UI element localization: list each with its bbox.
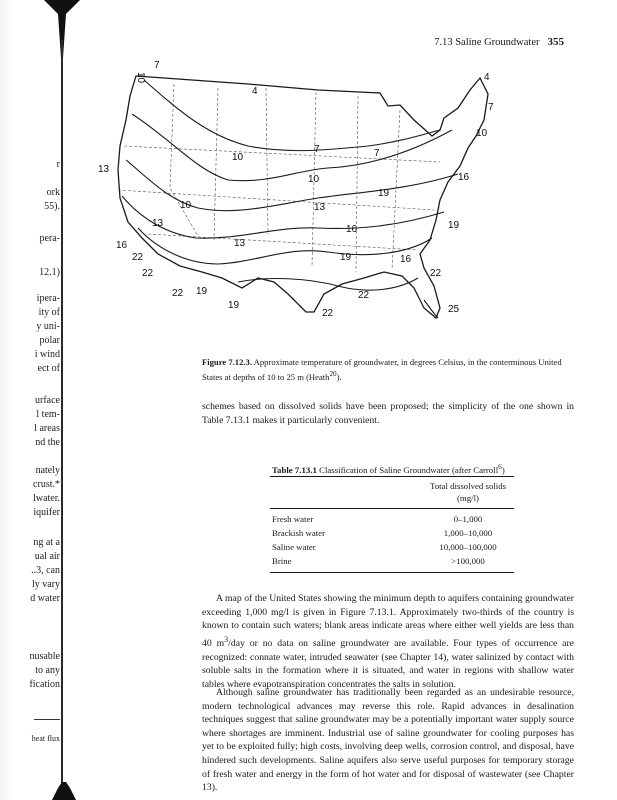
- paragraph-3: Although saline groundwater has traditionally been regarded as an undesirable resource, modern technological advances may reverse this role. Rapid advances in desalination techniques suggest that saline groundwater may be a potentially important water supply source where shortages are imminent. Industrial use of saline groundwater for cooling purposes has yet to be exploited fully; high costs, involving deep wells, corrosion control, and disposal, have hindered such developments. Saline aquifers also serve useful purposes for temporary storage of fresh water and energy in the form of hot water and for disposal of wastewater (see Chapter 13).: [202, 687, 574, 794]
- map-label: 7: [314, 144, 320, 155]
- running-head: [434, 36, 564, 48]
- margin-rule: [34, 719, 60, 720]
- superscript: 3: [224, 634, 229, 644]
- map-label: 13: [98, 164, 110, 175]
- margin-fragment: ipera-: [36, 293, 60, 304]
- map-label: 4: [252, 86, 258, 97]
- map-label: 22: [132, 252, 144, 263]
- paragraph-2-part-b: /day or no data on saline groundwater are available. Four types of occurrence are recognized: connate water, intruded seawater (see Chapter 14), water salinized by contact with soluble salts in the formation where it is situated, and water in regions with shallow water tables where evapotranspiration concentrates the salts in solution.: [202, 638, 574, 690]
- margin-fragment: polar: [39, 335, 60, 346]
- paragraph-2: [202, 592, 574, 691]
- margin-fragment: nusable: [29, 651, 60, 662]
- margin-fragment: y uni-: [36, 321, 60, 332]
- caption-text: Approximate temperature of groundwater, in degrees Celsius, in the conterminous United States at depths of 10 to 25 m (Heath: [202, 357, 562, 382]
- table-title-end: ): [501, 464, 505, 475]
- map-label: 16: [116, 240, 128, 251]
- margin-fragment: lwater.: [33, 493, 60, 504]
- margin-fragment: ity of: [38, 307, 60, 318]
- margin-fragment: pera-: [39, 233, 60, 244]
- page-spine-shadow: [0, 0, 14, 800]
- margin-fragment: urface: [35, 395, 60, 406]
- caption-end: ).: [336, 371, 342, 382]
- map-label: 22: [358, 290, 370, 301]
- caption-ref: 20: [329, 370, 337, 378]
- margin-fragment: ng at a: [33, 537, 60, 548]
- table-bottom-rule: [270, 572, 514, 573]
- margin-fragment: heat flux: [31, 734, 60, 743]
- table-row-value: 0–1,000: [453, 514, 483, 524]
- page-number: 355: [547, 36, 564, 48]
- map-label: 19: [378, 188, 390, 199]
- gutter-line: [61, 40, 63, 792]
- map-label: 16: [346, 224, 358, 235]
- map-label: 22: [430, 268, 442, 279]
- map-label: 25: [448, 304, 460, 315]
- map-label: 22: [322, 308, 334, 319]
- isotherm-7: [144, 80, 440, 151]
- map-label: 16: [400, 254, 412, 265]
- margin-fragment: l tem-: [36, 409, 60, 420]
- map-label: 10: [135, 72, 146, 84]
- map-label: 13: [234, 238, 246, 249]
- table-row-name: Brine: [272, 556, 292, 566]
- table-header: Total dissolved solids (mg/l): [429, 481, 507, 503]
- paragraph-1: schemes based on dissolved solids have been proposed; the simplicity of the one shown in Table 7.13.1 makes it particularly convenient.: [202, 401, 574, 426]
- margin-fragment: ect of: [37, 363, 60, 374]
- isotherm-13: [126, 160, 458, 211]
- map-label: 22: [142, 268, 154, 279]
- margin-fragment: crust.*: [33, 479, 60, 490]
- map-label: 4: [484, 72, 490, 83]
- table-title-text: Classification of Saline Groundwater (after Carroll: [319, 464, 499, 475]
- map-label: 19: [448, 220, 460, 231]
- map-label: 19: [340, 252, 352, 263]
- map-label: 16: [458, 172, 470, 183]
- map-label: 10: [308, 174, 320, 185]
- margin-fragment: ly vary: [31, 579, 60, 590]
- map-label: 7: [374, 148, 380, 159]
- map-label: 22: [172, 288, 184, 299]
- margin-fragment: ork: [46, 187, 60, 198]
- map-label: 10: [232, 152, 244, 163]
- groundwater-temperature-map: [88, 50, 508, 346]
- table-row-value: 10,000–100,000: [439, 542, 497, 552]
- figure-label: Figure 7.12.3.: [202, 357, 252, 367]
- margin-fragment: 12.1): [39, 267, 60, 278]
- margin-fragment: r: [56, 159, 60, 170]
- table-row-name: Brackish water: [272, 528, 326, 538]
- running-head-section: 7.13 Saline Groundwater: [434, 37, 540, 48]
- table-header-rule: [270, 508, 514, 509]
- isotherm-labels: [98, 60, 494, 319]
- map-label: 10: [180, 200, 192, 211]
- isotherm-19: [138, 228, 432, 264]
- state-borders: [118, 84, 440, 272]
- table-title-ref: 6: [498, 462, 502, 471]
- table-row-name: Fresh water: [272, 514, 314, 524]
- margin-fragment: ual air: [34, 551, 60, 562]
- map-label: 7: [488, 102, 494, 113]
- map-label: 19: [196, 286, 208, 297]
- margin-fragment: d water: [30, 593, 60, 604]
- paragraph-2-part-a: A map of the United States showing the minimum depth to aquifers containing groundwater exceeding 1,000 mg/l is given in Figure 7.13.1. Approximately two-thirds of the country is known to contain such waters; blank areas indicate areas where either well yields are less than 40 m: [202, 593, 574, 650]
- map-label: 13: [152, 218, 164, 229]
- margin-fragment: iquifer: [33, 507, 60, 518]
- figure-caption: [202, 356, 574, 383]
- margin-fragment: 55).: [44, 201, 60, 212]
- isotherm-16: [122, 196, 444, 238]
- table-title: [272, 462, 505, 475]
- table-top-rule: [270, 476, 514, 477]
- margin-fragment: nately: [35, 465, 60, 476]
- margin-fragment: i wind: [34, 349, 60, 360]
- isotherm-10: [132, 114, 452, 181]
- map-label: 10: [476, 128, 488, 139]
- table-row-value: 1,000–10,000: [443, 528, 493, 538]
- map-label: 7: [154, 60, 160, 71]
- table-label: Table 7.13.1: [272, 464, 317, 475]
- margin-fragment: nd the: [35, 437, 60, 448]
- map-label: 13: [314, 202, 326, 213]
- gutter-ink-bottom: [52, 780, 76, 800]
- map-label: 19: [228, 300, 240, 311]
- margin-fragment: fication: [29, 679, 60, 690]
- margin-fragment: l areas: [34, 423, 60, 434]
- table-row-name: Saline water: [272, 542, 316, 552]
- table-row-value: >100,000: [451, 556, 485, 566]
- margin-fragment: to any: [35, 665, 60, 676]
- margin-fragment: ..3, can: [31, 565, 60, 576]
